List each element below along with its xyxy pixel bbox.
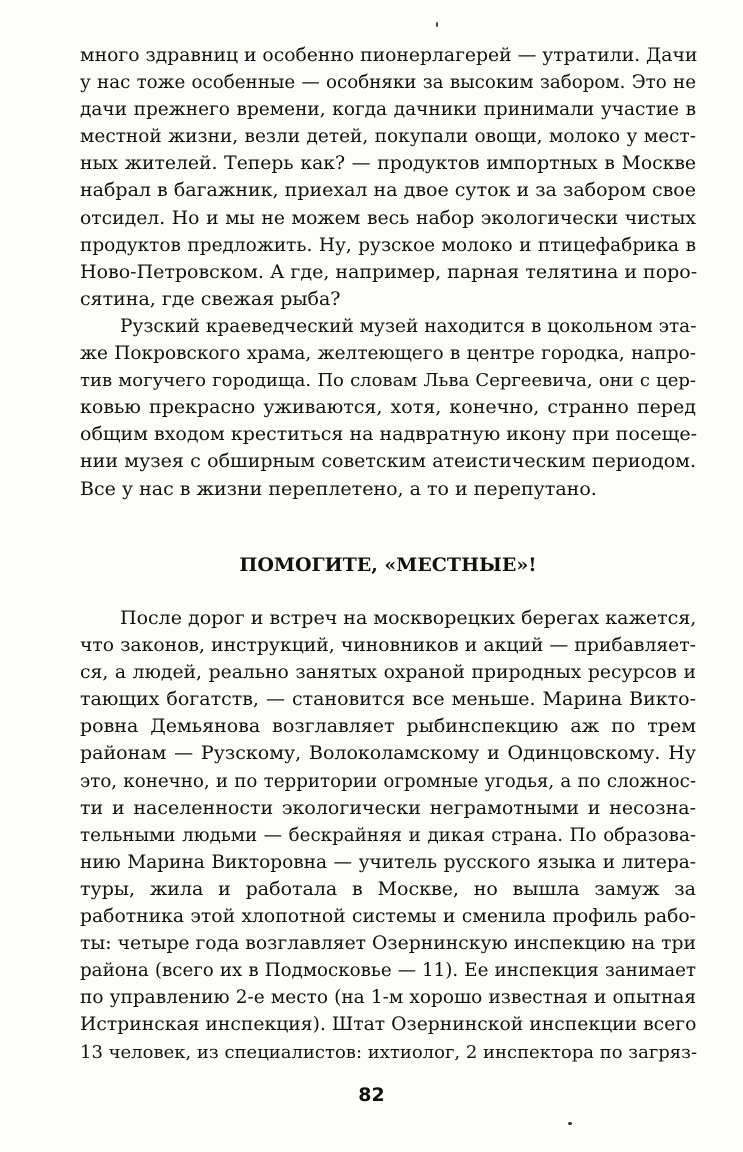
text-line: Ново-Петровском. А где, например, парная телятина и поро- (80, 260, 698, 283)
text-line: общим входом креститься на надвратную икону при посеще- (80, 423, 697, 446)
text-line: ся, а людей, реально занятых охраной природных ресурсов и (80, 662, 696, 684)
text-line: много здравниц и особенно пионерлагерей — утратили. Дачи (80, 45, 698, 66)
text-line: работника этой хлопотной системы и сменила профиль рабо- (80, 906, 696, 928)
text-section-1 (80, 42, 696, 503)
text-line: тающих богатств, — становится все меньше. Марина Викто- (80, 688, 696, 711)
text-line: После дорог и встреч на москворецких берегах кажется, (120, 607, 697, 629)
text-line: что законов, инструкций, чиновников и акций — прибавляет- (80, 635, 696, 657)
text-line: района (всего их в Подмосковье — 11). Ее инспекция занимает (80, 960, 696, 982)
text-line: районам — Рузскому, Волоколамскому и Одинцовскому. Ну (80, 742, 696, 765)
scan-speck (568, 1122, 572, 1125)
text-line: ных жителей. Теперь как? — продуктов импортных в Москве (80, 153, 696, 175)
text-line: местной жизни, везли детей, покупали овощи, молоко у мест- (80, 126, 696, 148)
text-line: туры, жила и работала в Москве, но вышла замуж за (80, 877, 696, 900)
text-line: по управлению 2-е место (на 1-м хорошо известная и опытная (80, 987, 696, 1009)
text-section-2 (80, 605, 696, 1066)
page-number: 82 (358, 1084, 385, 1106)
text-line: набрал в багажник, приехал на двое суток и за забором свое (80, 179, 696, 202)
text-line: ты: четыре года возглавляет Озернинскую инспекцию на три (80, 933, 696, 955)
text-line: Все у нас в жизни переплетено, а то и перепутано. (80, 477, 597, 500)
scan-speck (436, 22, 438, 27)
text-line: тив могучего городища. По словам Льва Сергеевича, они с цер- (80, 370, 696, 392)
text-line: ти и населенности экологически неграмотными и несозна- (80, 796, 696, 819)
text-line: нии музея с обширным советским атеистическим периодом. (80, 450, 696, 473)
text-line: же Покровского храма, желтеющего в центре городка, напро- (80, 343, 696, 365)
text-line: дачи прежнего времени, когда дачники принимали участие в (80, 99, 696, 121)
text-line: Рузский краеведческий музей находится в цокольном эта- (120, 315, 697, 337)
text-line: тельными людьми — бескрайняя и дикая страна. По образова- (80, 824, 696, 846)
text-line: это, конечно, и по территории огромные угодья, а по сложнос- (80, 770, 696, 792)
text-line: отсидел. Но и мы не можем весь набор экологически чистых (80, 207, 696, 229)
section-heading: ПОМОГИТЕ, «МЕСТНЫЕ»! (239, 554, 537, 576)
text-line: ровна Демьянова возглавляет рыбинспекцию аж по трем (80, 715, 696, 738)
text-line: продуктов предложить. Ну, рузское молоко и птицефабрика в (80, 234, 696, 256)
text-line: ковью прекрасно уживаются, хотя, конечно, странно перед (80, 396, 696, 419)
text-line: 13 человек, из специалистов: ихтиолог, 2 инспектора по загряз- (80, 1041, 698, 1063)
text-line: Истринская инспекция). Штат Озернинской инспекции всего (80, 1014, 697, 1036)
text-line: сятина, где свежая рыба? (80, 287, 341, 310)
text-line: у нас тоже особенные — особняки за высоким забором. Это не (80, 72, 696, 94)
text-line: нию Марина Викторовна — учитель русского языка и литера- (80, 851, 696, 873)
